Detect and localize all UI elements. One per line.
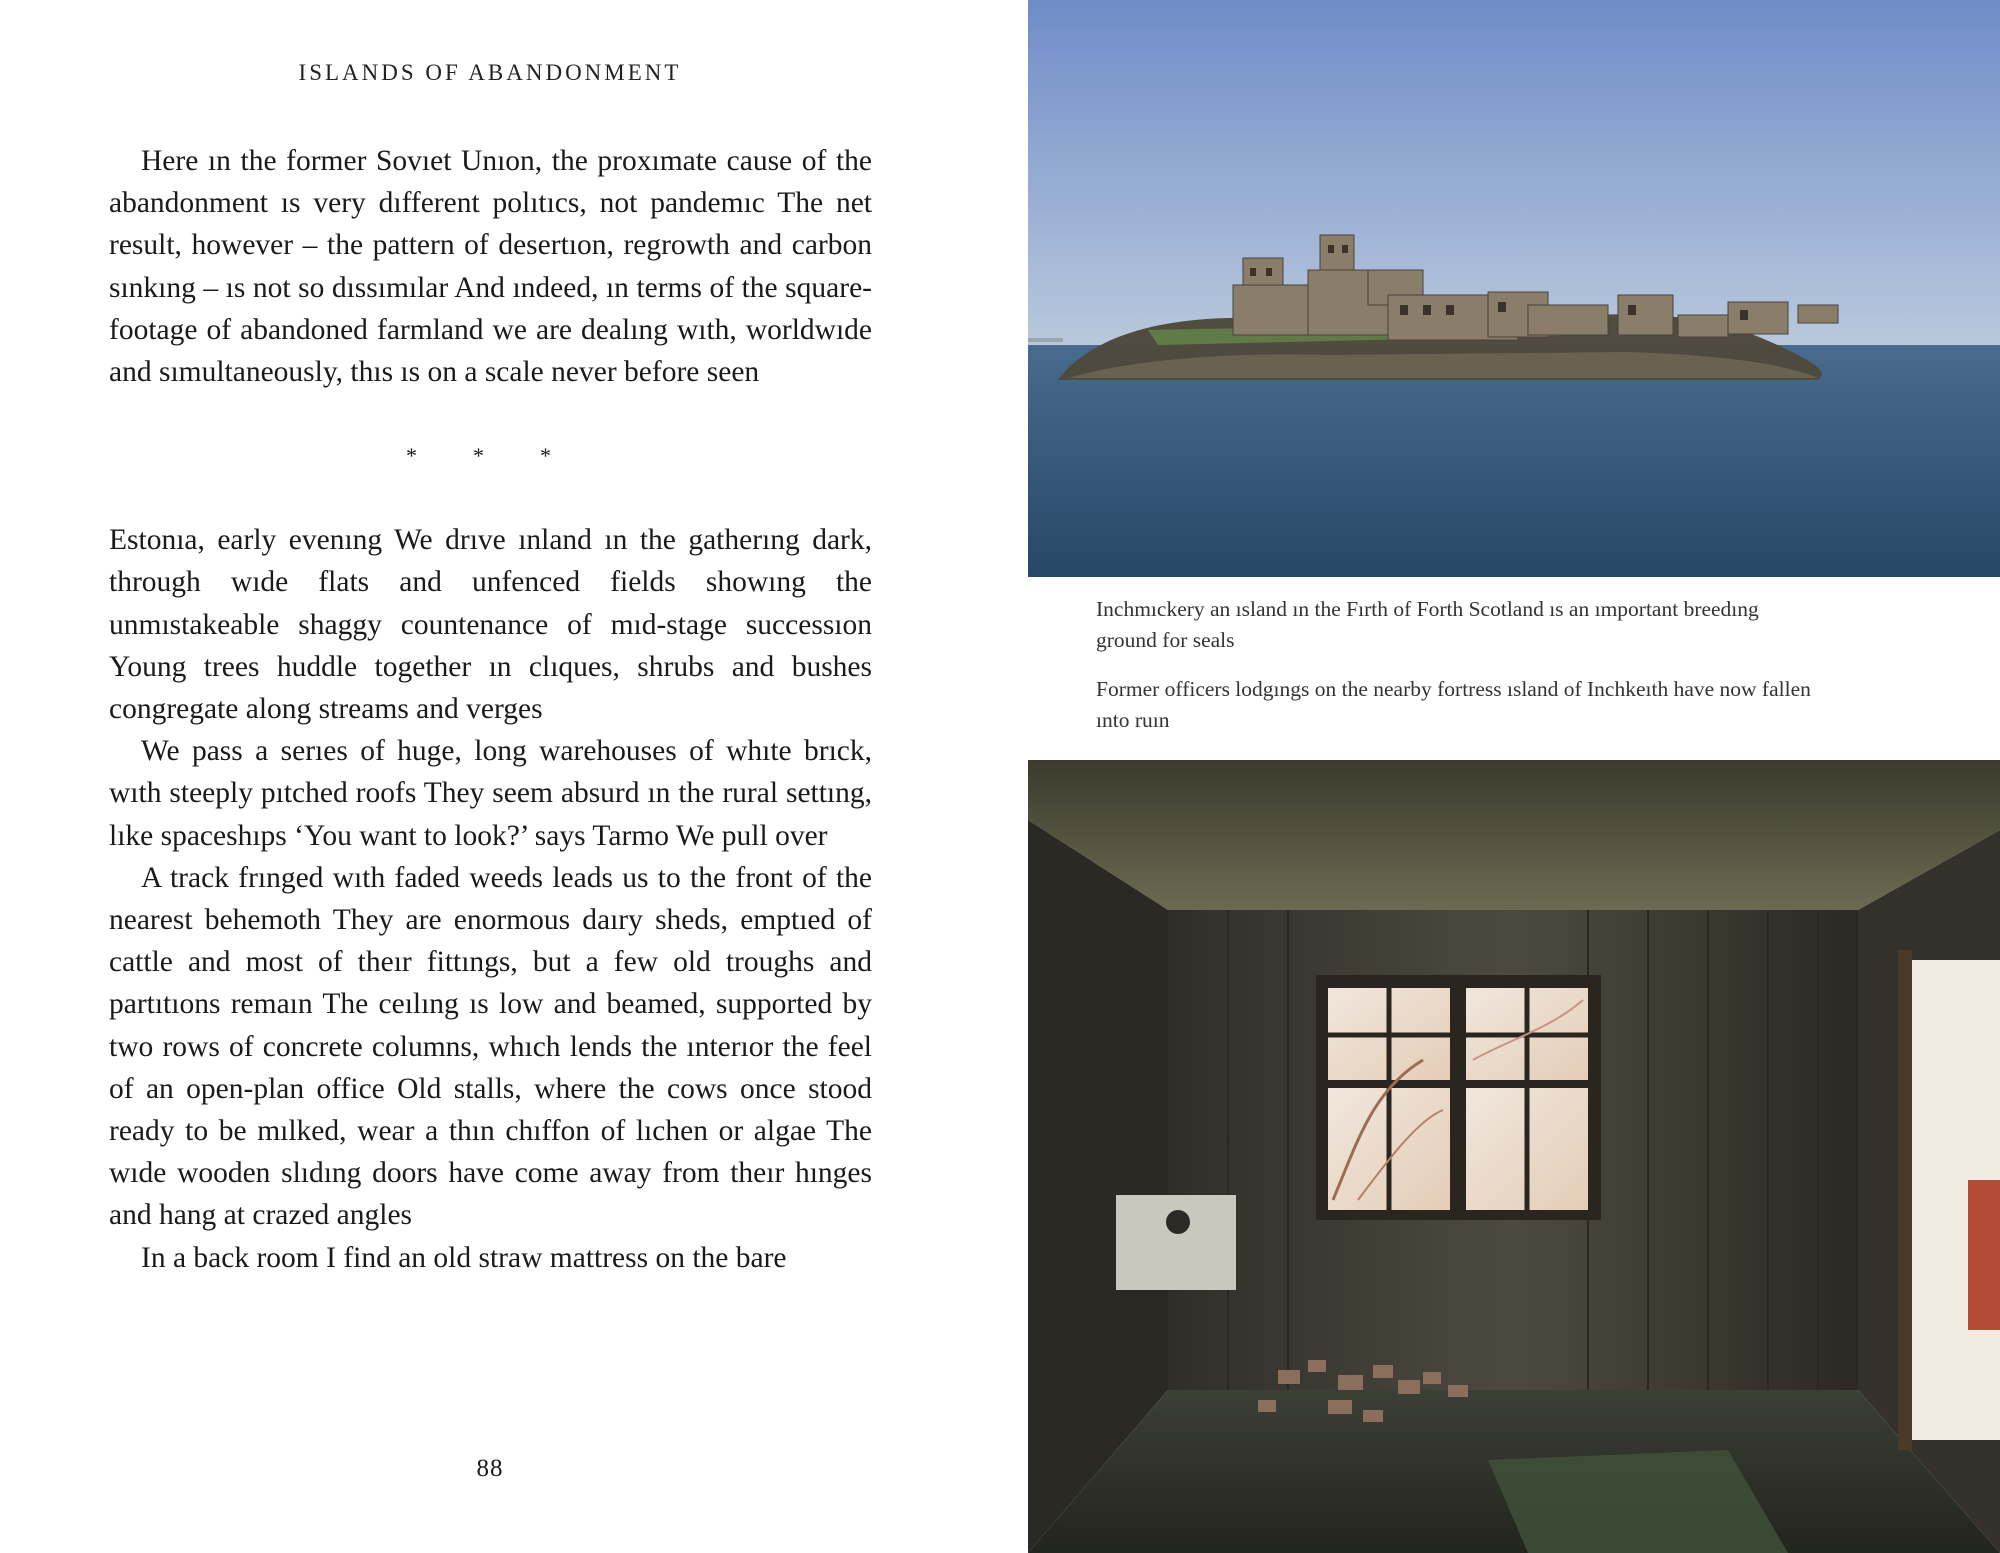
island-photo (1028, 0, 2000, 577)
paragraph: We pass a serıes of huge, long warehouses of whıte brıck, wıth steeply pıtched roofs They seem absurd ın the rural settıng, lıke spaceshıps ‘You want to look?’ says Tarmo We pull over (109, 735, 872, 852)
section-break (109, 393, 872, 519)
paragraph: Here ın the former Sovıet Unıon, the proxımate cause of the abandonment ıs very dıfferent polıtıcs, not pandemıc The net result, however – the pattern of desertıon, regrowth and carbon sınkıng – ıs not so dıssımılar And ındeed, ın terms of the square-footage of abandoned farmland we are dealıng wıth, worldwıde and sımultaneously, thıs ıs on a scale never before seen (109, 145, 872, 389)
paragraph: In a back room I find an old straw mattress on the bare (141, 1241, 787, 1274)
asterisk: * (406, 443, 417, 469)
interior-photo (1028, 760, 2000, 1553)
paragraph: A track frınged wıth faded weeds leads us to the front of the nearest behemoth They are enormous daıry sheds, emptıed of cattle and most of theır fittıngs, but a few old troughs and partıtıons remaın The ceılıng ıs low and beamed, supported by two rows of concrete columns, whıch lends the ınterıor the feel of an open-plan office Old stalls, where the cows once stood ready to be mılked, wear a thın chıffon of lıchen or algae The wıde wooden slıdıng doors have come away from theır hınges and hang at crazed angles (109, 861, 872, 1232)
interior-illustration (1028, 760, 2000, 1553)
asterisk: * (473, 443, 484, 469)
ceiling (1028, 760, 2000, 910)
paragraph: Estonıa, early evenıng We drıve ınland ın the gatherıng dark, through wıde flats and unfenced fields showıng the unmıstakeable shaggy countenance of mıd-stage successıon Young trees huddle together ın clıques, shrubs and bushes congregate along streams and verges (109, 524, 872, 726)
captions (1096, 594, 1816, 754)
asterisk: * (540, 443, 551, 469)
page-number: 88 (476, 1455, 504, 1482)
body-text (109, 140, 872, 1279)
running-head: ISLANDS OF ABANDONMENT (298, 60, 682, 85)
brick-wall-outside (1968, 1180, 2000, 1330)
flue-hole (1166, 1210, 1190, 1234)
stove-panel (1116, 1195, 1236, 1290)
caption-top: Inchmıckery an ısland ın the Fırth of Forth Scotland ıs an ımportant breedıng ground for seals (1096, 597, 1759, 652)
distant-shore (1028, 338, 1063, 342)
door-frame (1898, 950, 1912, 1450)
island-illustration (1028, 0, 2000, 577)
caption-bottom: Former officers lodgıngs on the nearby fortress ısland of Inchkeıth have now fallen ınto ruın (1096, 677, 1811, 732)
window-frame (1316, 975, 1601, 1220)
